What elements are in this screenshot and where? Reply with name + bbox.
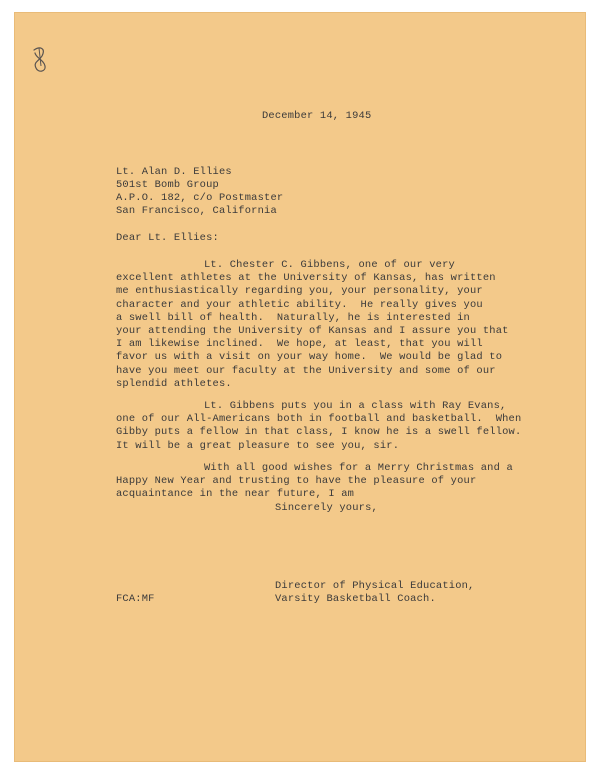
recipient-city: San Francisco, California [116, 205, 277, 217]
paragraph-line: favor us with a visit on your way home. We would be glad to [116, 351, 503, 364]
paragraph-line: With all good wishes for a Merry Christmas and a [204, 462, 513, 474]
typist-initials: FCA:MF [116, 593, 155, 605]
paragraph-line: Happy New Year and trusting to have the pleasure of your [116, 475, 477, 488]
paragraph-line: me enthusiastically regarding you, your personality, your [116, 285, 483, 298]
paragraph-line: have you meet our faculty at the University and some of our [116, 364, 496, 377]
paragraph-line: character and your athletic ability. He really gives you [116, 298, 483, 311]
salutation: Dear Lt. Ellies: [116, 232, 219, 244]
paragraph-line: acquaintance in the near future, I am [116, 488, 355, 501]
paragraph-line: a swell bill of health. Naturally, he is interested in [116, 311, 470, 324]
recipient-name: Lt. Alan D. Ellies [116, 166, 232, 178]
paragraph-line: Lt. Chester C. Gibbens, one of our very [204, 259, 455, 271]
closing: Sincerely yours, [275, 502, 378, 514]
recipient-apo: A.P.O. 182, c/o Postmaster [116, 192, 284, 204]
paragraph-line: It will be a great pleasure to see you, sir. [116, 439, 400, 452]
margin-note [0, 0, 1, 1]
paragraph-line: I am likewise inclined. We hope, at least, that you will [116, 338, 483, 351]
letter-paragraph-2 [116, 400, 521, 453]
paragraph-line: your attending the University of Kansas and I assure you that [116, 325, 509, 338]
paragraph-line: excellent athletes at the University of Kansas, has written [116, 272, 496, 285]
recipient-group: 501st Bomb Group [116, 179, 219, 191]
signature-title-line-1: Director of Physical Education, [275, 580, 475, 592]
paragraph-line: splendid athletes. [116, 377, 232, 390]
paragraph-line: Lt. Gibbens puts you in a class with Ray Evans, [204, 400, 507, 412]
signature-title-line-2: Varsity Basketball Coach. [275, 593, 436, 605]
paragraph-line: one of our All-Americans both in football and basketball. When [116, 413, 522, 426]
letter-paragraph-1 [116, 259, 509, 391]
letter-date: December 14, 1945 [262, 110, 372, 122]
margin-note-mark [30, 44, 52, 76]
letter-paragraph-3 [116, 462, 513, 502]
paragraph-line: Gibby puts a fellow in that class, I know he is a swell fellow. [116, 426, 522, 439]
